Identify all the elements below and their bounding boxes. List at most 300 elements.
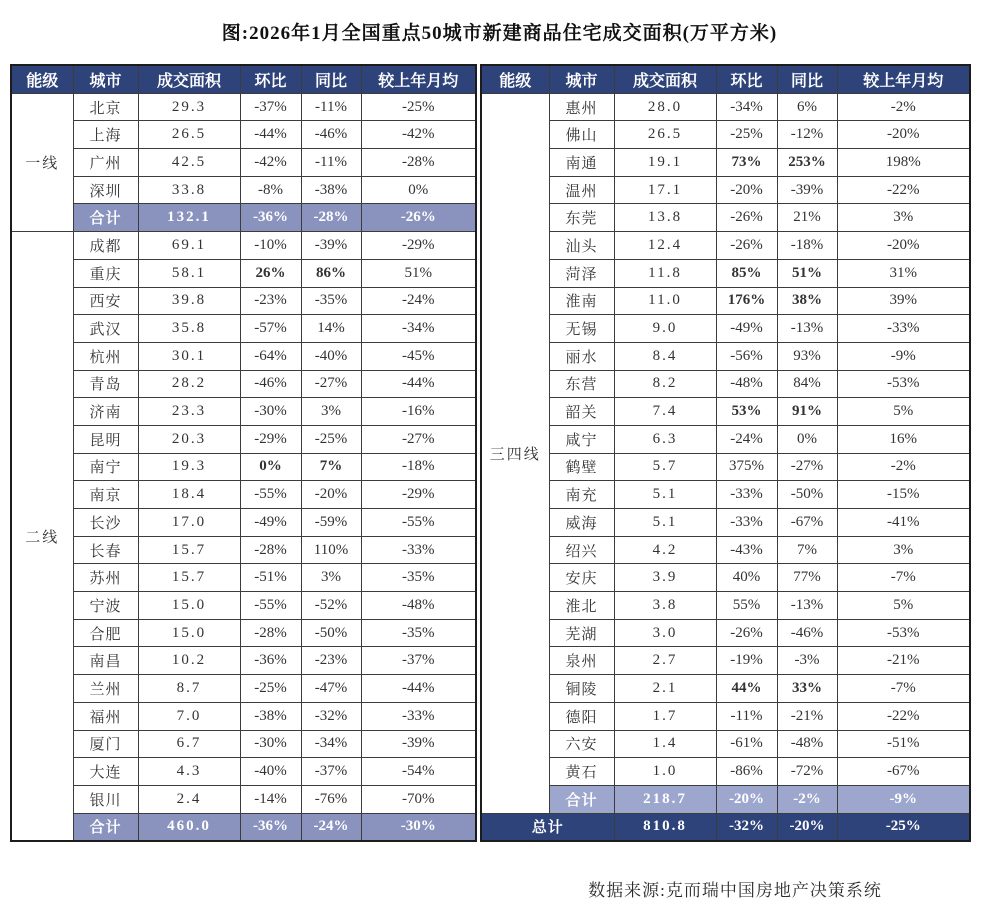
vs-avg-cell: -29% (361, 232, 476, 260)
yoy-cell: -3% (777, 647, 837, 675)
city-cell: 成都 (73, 232, 138, 260)
mom-cell: -38% (240, 702, 301, 730)
yoy-cell: 110% (301, 536, 361, 564)
area-cell: 15.7 (138, 564, 240, 592)
yoy-cell: 91% (777, 398, 837, 426)
table-row (11, 315, 476, 343)
grand-total-mom: -32% (716, 813, 777, 841)
subtotal-row (11, 813, 476, 841)
city-cell: 银川 (73, 785, 138, 813)
area-cell: 13.8 (614, 204, 716, 232)
table-row (11, 425, 476, 453)
vs-avg-cell: 198% (837, 149, 970, 177)
subtotal-mom: -36% (240, 813, 301, 841)
city-cell: 绍兴 (549, 536, 614, 564)
mom-cell: -46% (240, 370, 301, 398)
yoy-cell: -76% (301, 785, 361, 813)
area-cell: 2.7 (614, 647, 716, 675)
city-cell: 佛山 (549, 121, 614, 149)
yoy-cell: 33% (777, 675, 837, 703)
vs-avg-cell: -22% (837, 702, 970, 730)
yoy-cell: -72% (777, 758, 837, 786)
yoy-cell: -47% (301, 675, 361, 703)
city-cell: 重庆 (73, 259, 138, 287)
table-row (11, 259, 476, 287)
mom-cell: -23% (240, 287, 301, 315)
table-row (11, 176, 476, 204)
yoy-cell: -39% (777, 176, 837, 204)
mom-cell: 0% (240, 453, 301, 481)
vs-avg-cell: -39% (361, 730, 476, 758)
city-cell: 六安 (549, 730, 614, 758)
mom-cell: 40% (716, 564, 777, 592)
column-header: 能级 (11, 65, 73, 93)
subtotal-area: 132.1 (138, 204, 240, 232)
chart-title: 图:2026年1月全国重点50城市新建商品住宅成交面积(万平方米) (221, 23, 778, 44)
vs-avg-cell: -21% (837, 647, 970, 675)
city-cell: 南宁 (73, 453, 138, 481)
mom-cell: -33% (716, 481, 777, 509)
table-row (481, 398, 970, 426)
vs-avg-cell: 51% (361, 259, 476, 287)
mom-cell: -26% (716, 619, 777, 647)
mom-cell: -28% (240, 619, 301, 647)
mom-cell: -51% (240, 564, 301, 592)
city-cell: 长春 (73, 536, 138, 564)
mom-cell: -20% (716, 176, 777, 204)
mom-cell: -37% (240, 93, 301, 121)
vs-avg-cell: -15% (837, 481, 970, 509)
subtotal-vs-avg: -26% (361, 204, 476, 232)
yoy-cell: -25% (301, 425, 361, 453)
yoy-cell: -38% (301, 176, 361, 204)
mom-cell: -49% (716, 315, 777, 343)
city-cell: 福州 (73, 702, 138, 730)
vs-avg-cell: -7% (837, 675, 970, 703)
city-cell: 淮南 (549, 287, 614, 315)
mom-cell: -8% (240, 176, 301, 204)
yoy-cell: -13% (777, 592, 837, 620)
area-cell: 7.4 (614, 398, 716, 426)
mom-cell: -48% (716, 370, 777, 398)
vs-avg-cell: -41% (837, 509, 970, 537)
column-header: 成交面积 (614, 65, 716, 93)
table-row (11, 453, 476, 481)
city-cell: 青岛 (73, 370, 138, 398)
yoy-cell: -35% (301, 287, 361, 315)
right-table-slot (480, 64, 971, 842)
table-row (481, 342, 970, 370)
yoy-cell: -20% (301, 481, 361, 509)
mom-cell: 85% (716, 259, 777, 287)
city-cell: 铜陵 (549, 675, 614, 703)
city-cell: 南充 (549, 481, 614, 509)
area-cell: 3.0 (614, 619, 716, 647)
grand-total-yoy: -20% (777, 813, 837, 841)
yoy-cell: 93% (777, 342, 837, 370)
table-row (481, 536, 970, 564)
yoy-cell: -46% (777, 619, 837, 647)
table-row (11, 536, 476, 564)
subtotal-yoy: -24% (301, 813, 361, 841)
city-cell: 温州 (549, 176, 614, 204)
area-cell: 1.7 (614, 702, 716, 730)
table-row (481, 453, 970, 481)
vs-avg-cell: -55% (361, 509, 476, 537)
mom-cell: -19% (716, 647, 777, 675)
table-row (11, 149, 476, 177)
subtotal-area: 460.0 (138, 813, 240, 841)
area-cell: 2.4 (138, 785, 240, 813)
area-cell: 26.5 (614, 121, 716, 149)
table-row (481, 758, 970, 786)
table-row (11, 675, 476, 703)
vs-avg-cell: -2% (837, 453, 970, 481)
area-cell: 17.0 (138, 509, 240, 537)
grand-total-row (481, 813, 970, 841)
area-cell: 5.7 (614, 453, 716, 481)
column-header: 同比 (777, 65, 837, 93)
right-table (480, 64, 971, 842)
city-cell: 合肥 (73, 619, 138, 647)
column-header: 成交面积 (138, 65, 240, 93)
table-row (11, 647, 476, 675)
column-header: 环比 (716, 65, 777, 93)
column-header: 环比 (240, 65, 301, 93)
vs-avg-cell: -18% (361, 453, 476, 481)
yoy-cell: -18% (777, 232, 837, 260)
table-row (11, 564, 476, 592)
table-row (11, 509, 476, 537)
yoy-cell: -12% (777, 121, 837, 149)
vs-avg-cell: -45% (361, 342, 476, 370)
city-cell: 淮北 (549, 592, 614, 620)
yoy-cell: 51% (777, 259, 837, 287)
table-row (481, 204, 970, 232)
city-cell: 广州 (73, 149, 138, 177)
area-cell: 15.7 (138, 536, 240, 564)
area-cell: 12.4 (614, 232, 716, 260)
table-row (11, 342, 476, 370)
city-cell: 西安 (73, 287, 138, 315)
table-row (481, 121, 970, 149)
mom-cell: -33% (716, 509, 777, 537)
area-cell: 1.0 (614, 758, 716, 786)
yoy-cell: 7% (777, 536, 837, 564)
table-row (481, 592, 970, 620)
area-cell: 11.0 (614, 287, 716, 315)
left-table-slot (10, 64, 477, 842)
city-cell: 惠州 (549, 93, 614, 121)
yoy-cell: -27% (301, 370, 361, 398)
area-cell: 39.8 (138, 287, 240, 315)
area-cell: 29.3 (138, 93, 240, 121)
mom-cell: -30% (240, 730, 301, 758)
city-cell: 兰州 (73, 675, 138, 703)
vs-avg-cell: -25% (361, 93, 476, 121)
mom-cell: -86% (716, 758, 777, 786)
mom-cell: -26% (716, 204, 777, 232)
subtotal-area: 218.7 (614, 785, 716, 813)
vs-avg-cell: -33% (837, 315, 970, 343)
area-cell: 19.3 (138, 453, 240, 481)
mom-cell: 73% (716, 149, 777, 177)
area-cell: 1.4 (614, 730, 716, 758)
table-row (481, 425, 970, 453)
table-row (11, 287, 476, 315)
vs-avg-cell: -48% (361, 592, 476, 620)
vs-avg-cell: 5% (837, 398, 970, 426)
yoy-cell: -11% (301, 149, 361, 177)
vs-avg-cell: -34% (361, 315, 476, 343)
city-cell: 无锡 (549, 315, 614, 343)
header-row (11, 65, 476, 93)
vs-avg-cell: -27% (361, 425, 476, 453)
table-row (481, 259, 970, 287)
yoy-cell: 14% (301, 315, 361, 343)
tier-cell: 三四线 (481, 93, 549, 813)
area-cell: 35.8 (138, 315, 240, 343)
mom-cell: 375% (716, 453, 777, 481)
subtotal-vs-avg: -9% (837, 785, 970, 813)
mom-cell: -64% (240, 342, 301, 370)
vs-avg-cell: 16% (837, 425, 970, 453)
city-cell: 济南 (73, 398, 138, 426)
vs-avg-cell: -2% (837, 93, 970, 121)
area-cell: 15.0 (138, 592, 240, 620)
subtotal-label: 合计 (73, 204, 138, 232)
table-row (11, 730, 476, 758)
vs-avg-cell: -35% (361, 619, 476, 647)
table-row (481, 481, 970, 509)
yoy-cell: 3% (301, 564, 361, 592)
data-source-note: 数据来源:克而瑞中国房地产决策系统 (588, 881, 882, 900)
subtotal-mom: -36% (240, 204, 301, 232)
area-cell: 23.3 (138, 398, 240, 426)
city-cell: 南京 (73, 481, 138, 509)
table-row (11, 232, 476, 260)
vs-avg-cell: -44% (361, 675, 476, 703)
city-cell: 南昌 (73, 647, 138, 675)
mom-cell: -56% (716, 342, 777, 370)
yoy-cell: -46% (301, 121, 361, 149)
mom-cell: 176% (716, 287, 777, 315)
yoy-cell: -27% (777, 453, 837, 481)
mom-cell: -26% (716, 232, 777, 260)
vs-avg-cell: -42% (361, 121, 476, 149)
mom-cell: -28% (240, 536, 301, 564)
area-cell: 9.0 (614, 315, 716, 343)
city-cell: 菏泽 (549, 259, 614, 287)
yoy-cell: -37% (301, 758, 361, 786)
yoy-cell: 86% (301, 259, 361, 287)
city-cell: 安庆 (549, 564, 614, 592)
area-cell: 42.5 (138, 149, 240, 177)
city-cell: 北京 (73, 93, 138, 121)
vs-avg-cell: -53% (837, 370, 970, 398)
mom-cell: -25% (716, 121, 777, 149)
area-cell: 33.8 (138, 176, 240, 204)
table-row (481, 730, 970, 758)
tables-container (10, 64, 971, 842)
subtotal-mom: -20% (716, 785, 777, 813)
vs-avg-cell: 39% (837, 287, 970, 315)
table-row (481, 176, 970, 204)
vs-avg-cell: 5% (837, 592, 970, 620)
table-row (481, 675, 970, 703)
area-cell: 10.2 (138, 647, 240, 675)
table-row (481, 93, 970, 121)
city-cell: 东营 (549, 370, 614, 398)
vs-avg-cell: -37% (361, 647, 476, 675)
left-table (10, 64, 477, 842)
yoy-cell: -34% (301, 730, 361, 758)
table-row (481, 315, 970, 343)
mom-cell: -44% (240, 121, 301, 149)
area-cell: 69.1 (138, 232, 240, 260)
vs-avg-cell: -7% (837, 564, 970, 592)
subtotal-yoy: -28% (301, 204, 361, 232)
area-cell: 11.8 (614, 259, 716, 287)
area-cell: 18.4 (138, 481, 240, 509)
area-cell: 20.3 (138, 425, 240, 453)
city-cell: 南通 (549, 149, 614, 177)
table-row (11, 121, 476, 149)
column-header: 能级 (481, 65, 549, 93)
tier-cell: 一线 (11, 93, 73, 231)
mom-cell: -61% (716, 730, 777, 758)
mom-cell: -36% (240, 647, 301, 675)
subtotal-label: 合计 (73, 813, 138, 841)
table-row (11, 702, 476, 730)
vs-avg-cell: -54% (361, 758, 476, 786)
vs-avg-cell: 0% (361, 176, 476, 204)
area-cell: 26.5 (138, 121, 240, 149)
table-row (11, 481, 476, 509)
yoy-cell: 84% (777, 370, 837, 398)
table-row (481, 149, 970, 177)
city-cell: 泉州 (549, 647, 614, 675)
area-cell: 28.0 (614, 93, 716, 121)
column-header: 较上年月均 (361, 65, 476, 93)
subtotal-label: 合计 (549, 785, 614, 813)
yoy-cell: 21% (777, 204, 837, 232)
vs-avg-cell: -24% (361, 287, 476, 315)
mom-cell: -11% (716, 702, 777, 730)
column-header: 城市 (73, 65, 138, 93)
city-cell: 大连 (73, 758, 138, 786)
table-row (481, 287, 970, 315)
table-row (481, 564, 970, 592)
yoy-cell: 6% (777, 93, 837, 121)
city-cell: 韶关 (549, 398, 614, 426)
city-cell: 杭州 (73, 342, 138, 370)
area-cell: 3.8 (614, 592, 716, 620)
city-cell: 鹤壁 (549, 453, 614, 481)
yoy-cell: -32% (301, 702, 361, 730)
area-cell: 15.0 (138, 619, 240, 647)
yoy-cell: -23% (301, 647, 361, 675)
yoy-cell: 7% (301, 453, 361, 481)
city-cell: 深圳 (73, 176, 138, 204)
area-cell: 17.1 (614, 176, 716, 204)
table-row (11, 619, 476, 647)
mom-cell: -57% (240, 315, 301, 343)
yoy-cell: -50% (777, 481, 837, 509)
vs-avg-cell: -20% (837, 232, 970, 260)
area-cell: 6.7 (138, 730, 240, 758)
yoy-cell: -48% (777, 730, 837, 758)
table-row (11, 785, 476, 813)
grand-total-vs-avg: -25% (837, 813, 970, 841)
yoy-cell: -11% (301, 93, 361, 121)
vs-avg-cell: -51% (837, 730, 970, 758)
vs-avg-cell: 3% (837, 204, 970, 232)
table-row (11, 398, 476, 426)
mom-cell: -55% (240, 481, 301, 509)
table-row (11, 370, 476, 398)
subtotal-row (11, 204, 476, 232)
subtotal-vs-avg: -30% (361, 813, 476, 841)
tier-cell: 二线 (11, 232, 73, 842)
city-cell: 苏州 (73, 564, 138, 592)
yoy-cell: -39% (301, 232, 361, 260)
column-header: 城市 (549, 65, 614, 93)
table-row (11, 758, 476, 786)
area-cell: 3.9 (614, 564, 716, 592)
vs-avg-cell: -9% (837, 342, 970, 370)
subtotal-yoy: -2% (777, 785, 837, 813)
table-row (481, 647, 970, 675)
city-cell: 昆明 (73, 425, 138, 453)
city-cell: 宁波 (73, 592, 138, 620)
city-cell: 丽水 (549, 342, 614, 370)
yoy-cell: -13% (777, 315, 837, 343)
subtotal-row (481, 785, 970, 813)
yoy-cell: -21% (777, 702, 837, 730)
area-cell: 5.1 (614, 481, 716, 509)
yoy-cell: -50% (301, 619, 361, 647)
area-cell: 2.1 (614, 675, 716, 703)
city-cell: 长沙 (73, 509, 138, 537)
table-row (481, 619, 970, 647)
mom-cell: -29% (240, 425, 301, 453)
yoy-cell: 0% (777, 425, 837, 453)
table-row (481, 370, 970, 398)
vs-avg-cell: 31% (837, 259, 970, 287)
area-cell: 8.2 (614, 370, 716, 398)
vs-avg-cell: -22% (837, 176, 970, 204)
yoy-cell: -40% (301, 342, 361, 370)
mom-cell: 44% (716, 675, 777, 703)
yoy-cell: 253% (777, 149, 837, 177)
area-cell: 5.1 (614, 509, 716, 537)
vs-avg-cell: -16% (361, 398, 476, 426)
grand-total-label: 总计 (481, 813, 614, 841)
city-cell: 黄石 (549, 758, 614, 786)
mom-cell: -30% (240, 398, 301, 426)
mom-cell: -40% (240, 758, 301, 786)
vs-avg-cell: -67% (837, 758, 970, 786)
vs-avg-cell: -35% (361, 564, 476, 592)
city-cell: 咸宁 (549, 425, 614, 453)
city-cell: 上海 (73, 121, 138, 149)
city-cell: 东莞 (549, 204, 614, 232)
mom-cell: -43% (716, 536, 777, 564)
area-cell: 4.2 (614, 536, 716, 564)
city-cell: 武汉 (73, 315, 138, 343)
area-cell: 6.3 (614, 425, 716, 453)
